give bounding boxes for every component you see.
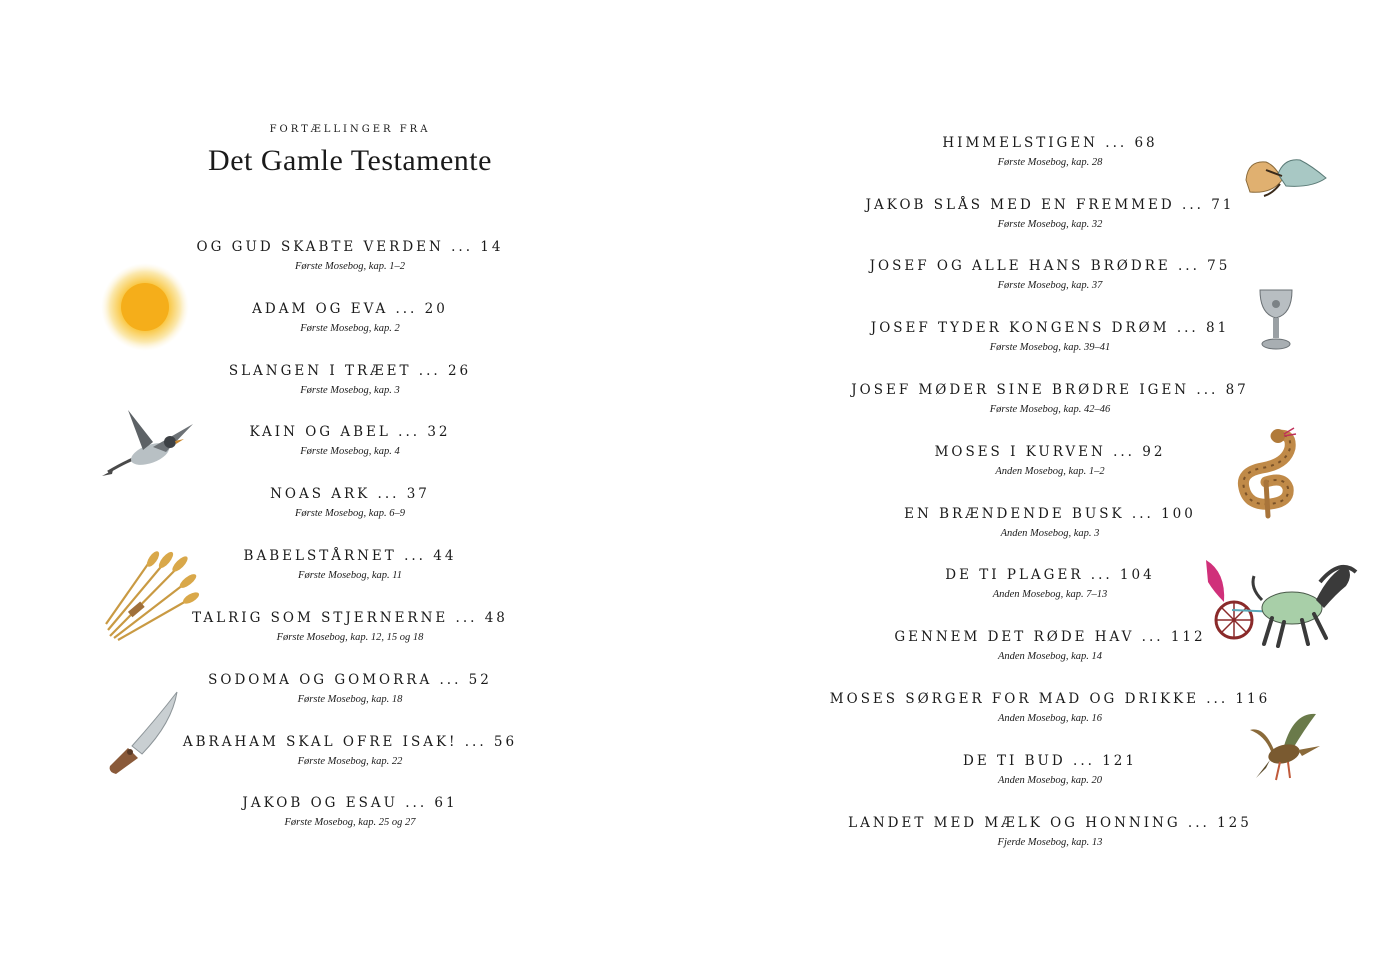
entry-reference: Første Mosebog, kap. 28 xyxy=(997,157,1103,168)
page-title: Det Gamle Testamente xyxy=(208,144,492,177)
toc-entry xyxy=(700,814,1400,851)
entry-reference: Første Mosebog, kap. 37 xyxy=(997,280,1103,291)
entry-reference: Anden Mosebog, kap. 16 xyxy=(997,713,1103,724)
entry-reference: Fjerde Mosebog, kap. 13 xyxy=(997,837,1103,848)
entry-title: DE TI BUD ... 121 xyxy=(963,753,1137,769)
entry-title: MOSES I KURVEN ... 92 xyxy=(934,444,1166,460)
flying-bird-icon xyxy=(1244,706,1324,786)
entry-title: KAIN OG ABEL ... 32 xyxy=(249,424,451,440)
entry-reference: Første Mosebog, kap. 6–9 xyxy=(295,508,405,519)
entry-title: JAKOB OG ESAU ... 61 xyxy=(242,795,458,811)
entry-title: NOAS ARK ... 37 xyxy=(270,486,430,502)
right-page xyxy=(700,0,1400,973)
knife-icon xyxy=(102,688,187,778)
entry-reference: Første Mosebog, kap. 32 xyxy=(997,219,1103,230)
entry-reference: Første Mosebog, kap. 2 xyxy=(300,323,400,334)
toc-entry xyxy=(0,362,700,399)
entry-title: OG GUD SKABTE VERDEN ... 14 xyxy=(196,239,504,255)
entry-reference: Første Mosebog, kap. 42–46 xyxy=(989,404,1111,415)
bird-icon xyxy=(98,402,198,482)
entry-reference: Første Mosebog, kap. 39–41 xyxy=(989,342,1111,353)
entry-reference: Anden Mosebog, kap. 1–2 xyxy=(995,466,1105,477)
entry-title: DE TI PLAGER ... 104 xyxy=(945,567,1155,583)
entry-title: JOSEF OG ALLE HANS BRØDRE ... 75 xyxy=(869,258,1231,274)
entry-title: JOSEF TYDER KONGENS DRØM ... 81 xyxy=(870,320,1230,336)
entry-title: ABRAHAM SKAL OFRE ISAK! ... 56 xyxy=(182,734,518,750)
entry-reference: Anden Mosebog, kap. 7–13 xyxy=(992,589,1108,600)
entry-title: TALRIG SOM STJERNERNE ... 48 xyxy=(192,610,508,626)
snake-icon xyxy=(1232,424,1302,519)
entry-title: EN BRÆNDENDE BUSK ... 100 xyxy=(904,506,1196,522)
entry-reference: Første Mosebog, kap. 18 xyxy=(297,694,403,705)
entry-reference: Anden Mosebog, kap. 3 xyxy=(1000,528,1100,539)
entry-title: LANDET MED MÆLK OG HONNING ... 125 xyxy=(848,815,1252,831)
entry-reference: Første Mosebog, kap. 12, 15 og 18 xyxy=(276,632,424,643)
entry-title: SODOMA OG GOMORRA ... 52 xyxy=(208,672,492,688)
goblet-icon xyxy=(1256,286,1296,352)
toc-entry xyxy=(700,381,1400,418)
entry-reference: Første Mosebog, kap. 3 xyxy=(300,385,400,396)
entry-title: BABELSTÅRNET ... 44 xyxy=(243,548,457,564)
entry-reference: Første Mosebog, kap. 22 xyxy=(297,756,403,767)
entry-title: JOSEF MØDER SINE BRØDRE IGEN ... 87 xyxy=(851,382,1249,398)
entry-reference: Første Mosebog, kap. 1–2 xyxy=(295,261,405,272)
entry-reference: Første Mosebog, kap. 25 og 27 xyxy=(284,817,416,828)
entry-reference: Første Mosebog, kap. 4 xyxy=(300,446,400,457)
entry-title: MOSES SØRGER FOR MAD OG DRIKKE ... 116 xyxy=(829,691,1271,707)
toc-entry xyxy=(0,485,700,522)
shoes-icon xyxy=(1242,140,1332,202)
entry-reference: Anden Mosebog, kap. 20 xyxy=(997,775,1103,786)
wheat-sheaf-icon xyxy=(100,548,200,643)
entry-reference: Første Mosebog, kap. 11 xyxy=(298,570,402,581)
section-kicker: FORTÆLLINGER FRA xyxy=(269,124,431,135)
horse-chariot-icon xyxy=(1196,552,1358,652)
entry-title: GENNEM DET RØDE HAV ... 112 xyxy=(894,629,1206,645)
sun-icon xyxy=(100,262,190,352)
entry-title: ADAM OG EVA ... 20 xyxy=(252,301,448,317)
entry-title: JAKOB SLÅS MED EN FREMMED ... 71 xyxy=(865,197,1235,213)
entry-title: HIMMELSTIGEN ... 68 xyxy=(942,135,1158,151)
entry-title: SLANGEN I TRÆET ... 26 xyxy=(228,363,472,379)
toc-entry xyxy=(0,794,700,831)
entry-reference: Anden Mosebog, kap. 14 xyxy=(997,651,1103,662)
